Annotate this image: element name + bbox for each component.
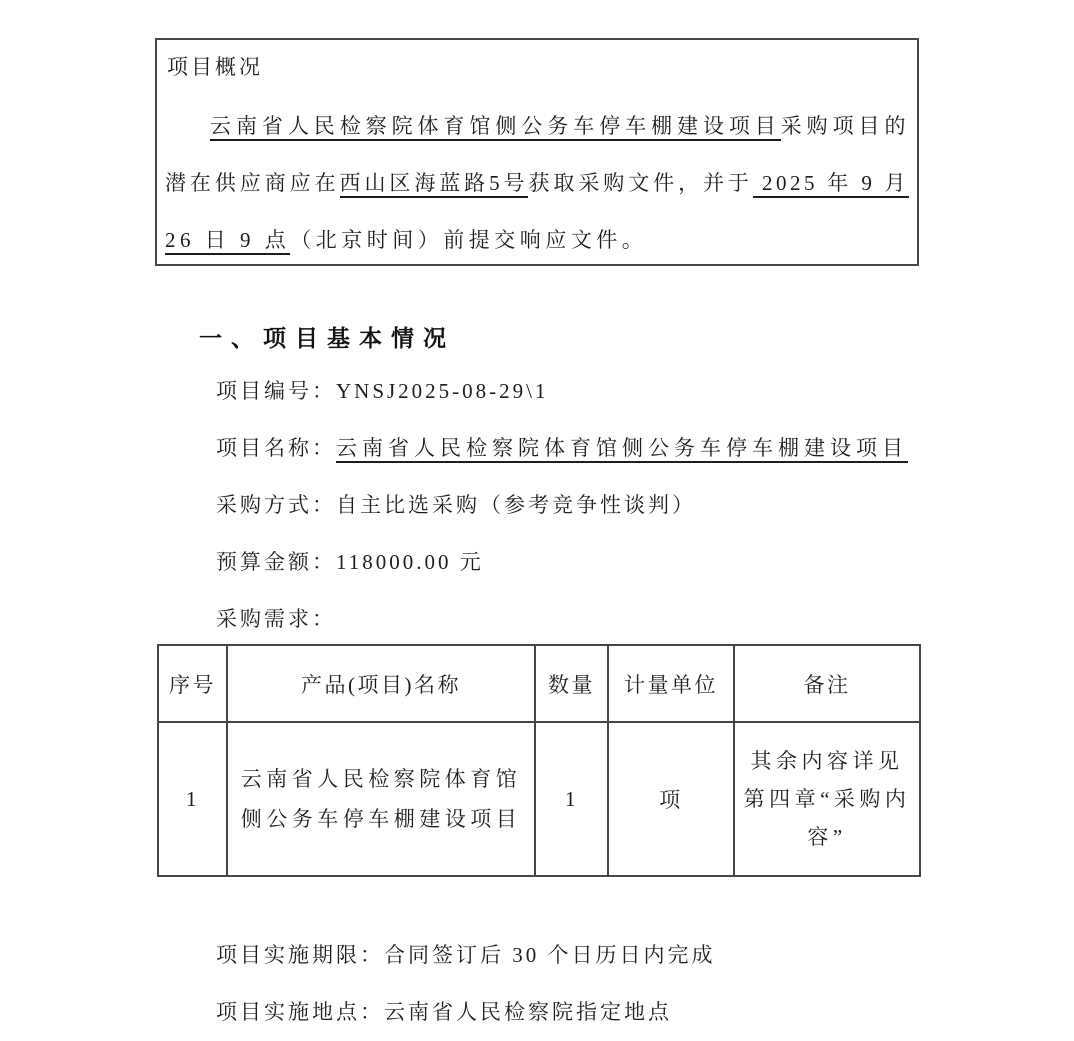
header-quantity: 数量 (535, 645, 608, 722)
cell-product-name: 云南省人民检察院体育馆侧公务车停车棚建设项目 (227, 722, 535, 876)
project-overview-box (155, 38, 919, 266)
procurement-table-body (158, 722, 920, 876)
cell-quantity: 1 (535, 722, 608, 876)
header-product-name: 产品(项目)名称 (227, 645, 535, 722)
cell-serial-number: 1 (158, 722, 227, 876)
overview-line-3 (165, 212, 909, 269)
field-project-number-label: 项目编号： (216, 379, 336, 403)
header-remarks: 备注 (734, 645, 920, 722)
overview-line-2 (165, 155, 909, 212)
project-name-underlined: 云南省人民检察院体育馆侧公务车停车棚建设项目 (210, 114, 781, 141)
section-heading: 一、项目基本情况 (199, 325, 455, 351)
field-project-name (216, 420, 908, 477)
overview-paragraph (165, 98, 909, 269)
overview-title: 项目概况 (167, 55, 263, 79)
overview-line-2-pre: 潜在供应商应在 (165, 171, 340, 195)
cell-remarks: 其余内容详见第四章“采购内容” (734, 722, 920, 876)
field-implementation-period (216, 927, 716, 984)
field-procurement-method (216, 477, 908, 534)
table-header-row (158, 645, 920, 722)
field-procurement-method-value: 自主比选采购（参考竞争性谈判） (336, 493, 696, 517)
field-budget-amount (216, 534, 908, 591)
field-project-name-label: 项目名称： (216, 436, 336, 460)
field-procurement-requirements (216, 591, 908, 648)
field-procurement-method-label: 采购方式： (216, 493, 336, 517)
procurement-table-header (158, 645, 920, 722)
field-budget-amount-label: 预算金额： (216, 550, 336, 574)
overview-line-1-rest: 采购项目的 (780, 114, 909, 138)
field-implementation-location (216, 984, 716, 1041)
procurement-table (157, 644, 921, 877)
field-implementation-location-value: 云南省人民检察院指定地点 (384, 1000, 672, 1024)
field-project-number (216, 363, 908, 420)
field-project-number-value: YNSJ2025-08-29\1 (336, 379, 549, 403)
cell-unit: 项 (608, 722, 734, 876)
field-project-name-value: 云南省人民检察院体育馆侧公务车停车棚建设项目 (336, 436, 908, 463)
deadline-time-underlined: 26 日 9 点 (165, 228, 290, 255)
field-implementation-period-value: 合同签订后 30 个日历日内完成 (384, 943, 716, 967)
field-budget-amount-value: 118000.00 元 (336, 550, 484, 574)
field-implementation-location-label: 项目实施地点： (216, 1000, 384, 1024)
header-unit: 计量单位 (608, 645, 734, 722)
overview-line-2-mid: 获取采购文件，并于 (528, 171, 753, 195)
deadline-date-underlined: 2025 年 9 月 (753, 171, 909, 198)
overview-line-3-rest: （北京时间）前提交响应文件。 (290, 228, 648, 252)
field-procurement-requirements-label: 采购需求： (216, 607, 336, 631)
project-fields (216, 363, 908, 648)
implementation-fields (216, 927, 716, 1041)
overview-line-1 (165, 98, 909, 155)
address-underlined: 西山区海蓝路5号 (340, 171, 529, 198)
field-implementation-period-label: 项目实施期限： (216, 943, 384, 967)
table-row (158, 722, 920, 876)
header-serial-number: 序号 (158, 645, 227, 722)
